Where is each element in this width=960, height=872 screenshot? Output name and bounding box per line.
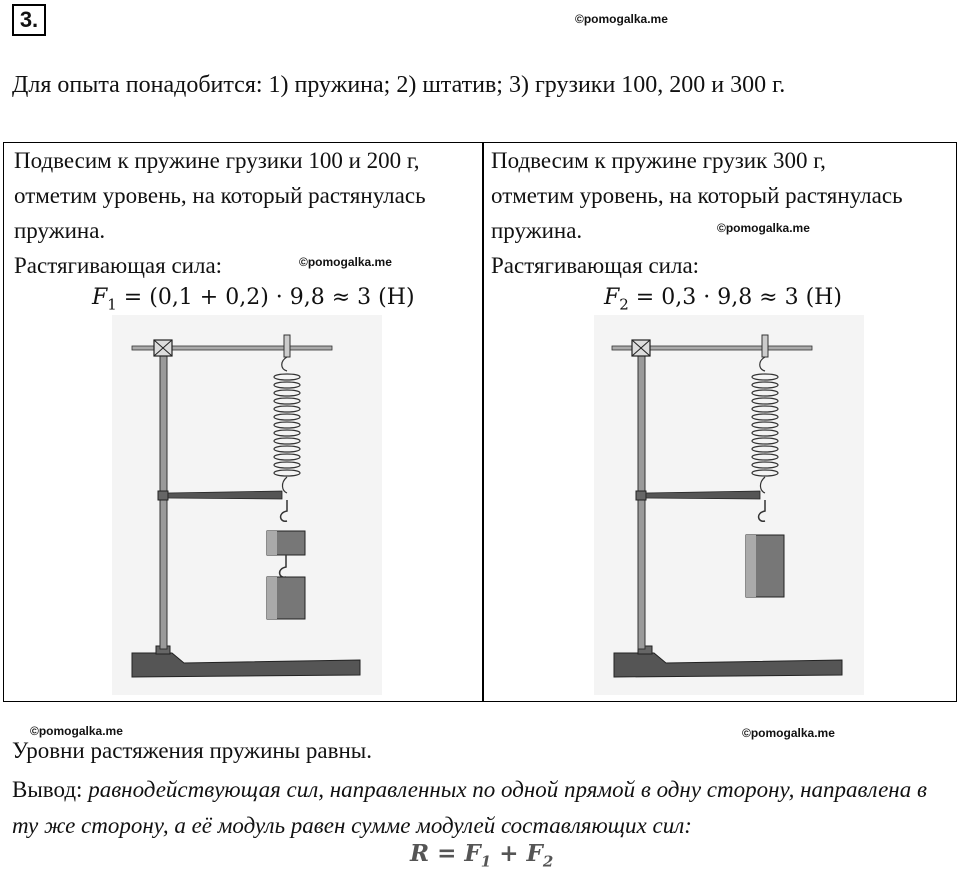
result-plus: + (491, 840, 527, 867)
right-formula-var: F (604, 285, 620, 310)
left-apparatus-illustration (112, 315, 382, 695)
result-f1: F (464, 840, 481, 867)
right-formula-rest: = 0,3 · 9,8 ≈ 3 (Н) (628, 285, 842, 310)
conclusion-text: равнодействующая сил, направленных по одной прямой в одну сторону, направлена в ту же сторону, а её модуль равен сумме модулей составляющих сил: (12, 777, 927, 838)
levels-text: Уровни растяжения пружины равны. (12, 738, 372, 763)
table-divider (482, 143, 484, 701)
watermark: ©pomogalka.me (717, 221, 810, 235)
right-apparatus-illustration (594, 315, 864, 695)
result-formula (410, 840, 553, 871)
right-force-label: Растягивающая сила: (491, 253, 700, 278)
result-sub1: 1 (480, 852, 492, 871)
right-line-2: отметим уровень, на который растянулась (491, 183, 903, 208)
result-eq: = (429, 840, 465, 867)
watermark: ©pomogalka.me (575, 12, 668, 26)
watermark: ©pomogalka.me (742, 726, 835, 740)
result-f2: F (526, 840, 543, 867)
right-line-1: Подвесим к пружине грузик 300 г, (491, 148, 826, 173)
watermark: ©pomogalka.me (30, 724, 123, 738)
left-line-1: Подвесим к пружине грузики 100 и 200 г, (14, 148, 420, 173)
left-line-2: отметим уровень, на который растянулась (14, 183, 426, 208)
intro-text: Для опыта понадобится: 1) пружина; 2) штатив; 3) грузики 100, 200 и 300 г. (12, 72, 786, 98)
left-force-label: Растягивающая сила: (14, 253, 223, 278)
conclusion (12, 772, 932, 844)
right-cell-text (491, 143, 903, 283)
right-formula (604, 285, 842, 313)
left-formula-sub: 1 (107, 295, 117, 314)
experiment-table (3, 142, 957, 702)
result-r: R (410, 840, 430, 867)
left-line-3: пружина. (14, 218, 106, 243)
conclusion-label: Вывод: (12, 777, 89, 802)
right-line-3: пружина. (491, 218, 583, 243)
left-formula-rest: = (0,1 + 0,2) · 9,8 ≈ 3 (Н) (116, 285, 415, 310)
result-sub2: 2 (542, 852, 554, 871)
watermark: ©pomogalka.me (299, 255, 392, 269)
right-formula-sub: 2 (619, 295, 629, 314)
left-formula (92, 285, 415, 313)
left-formula-var: F (92, 285, 108, 310)
task-number: 3. (12, 4, 46, 36)
